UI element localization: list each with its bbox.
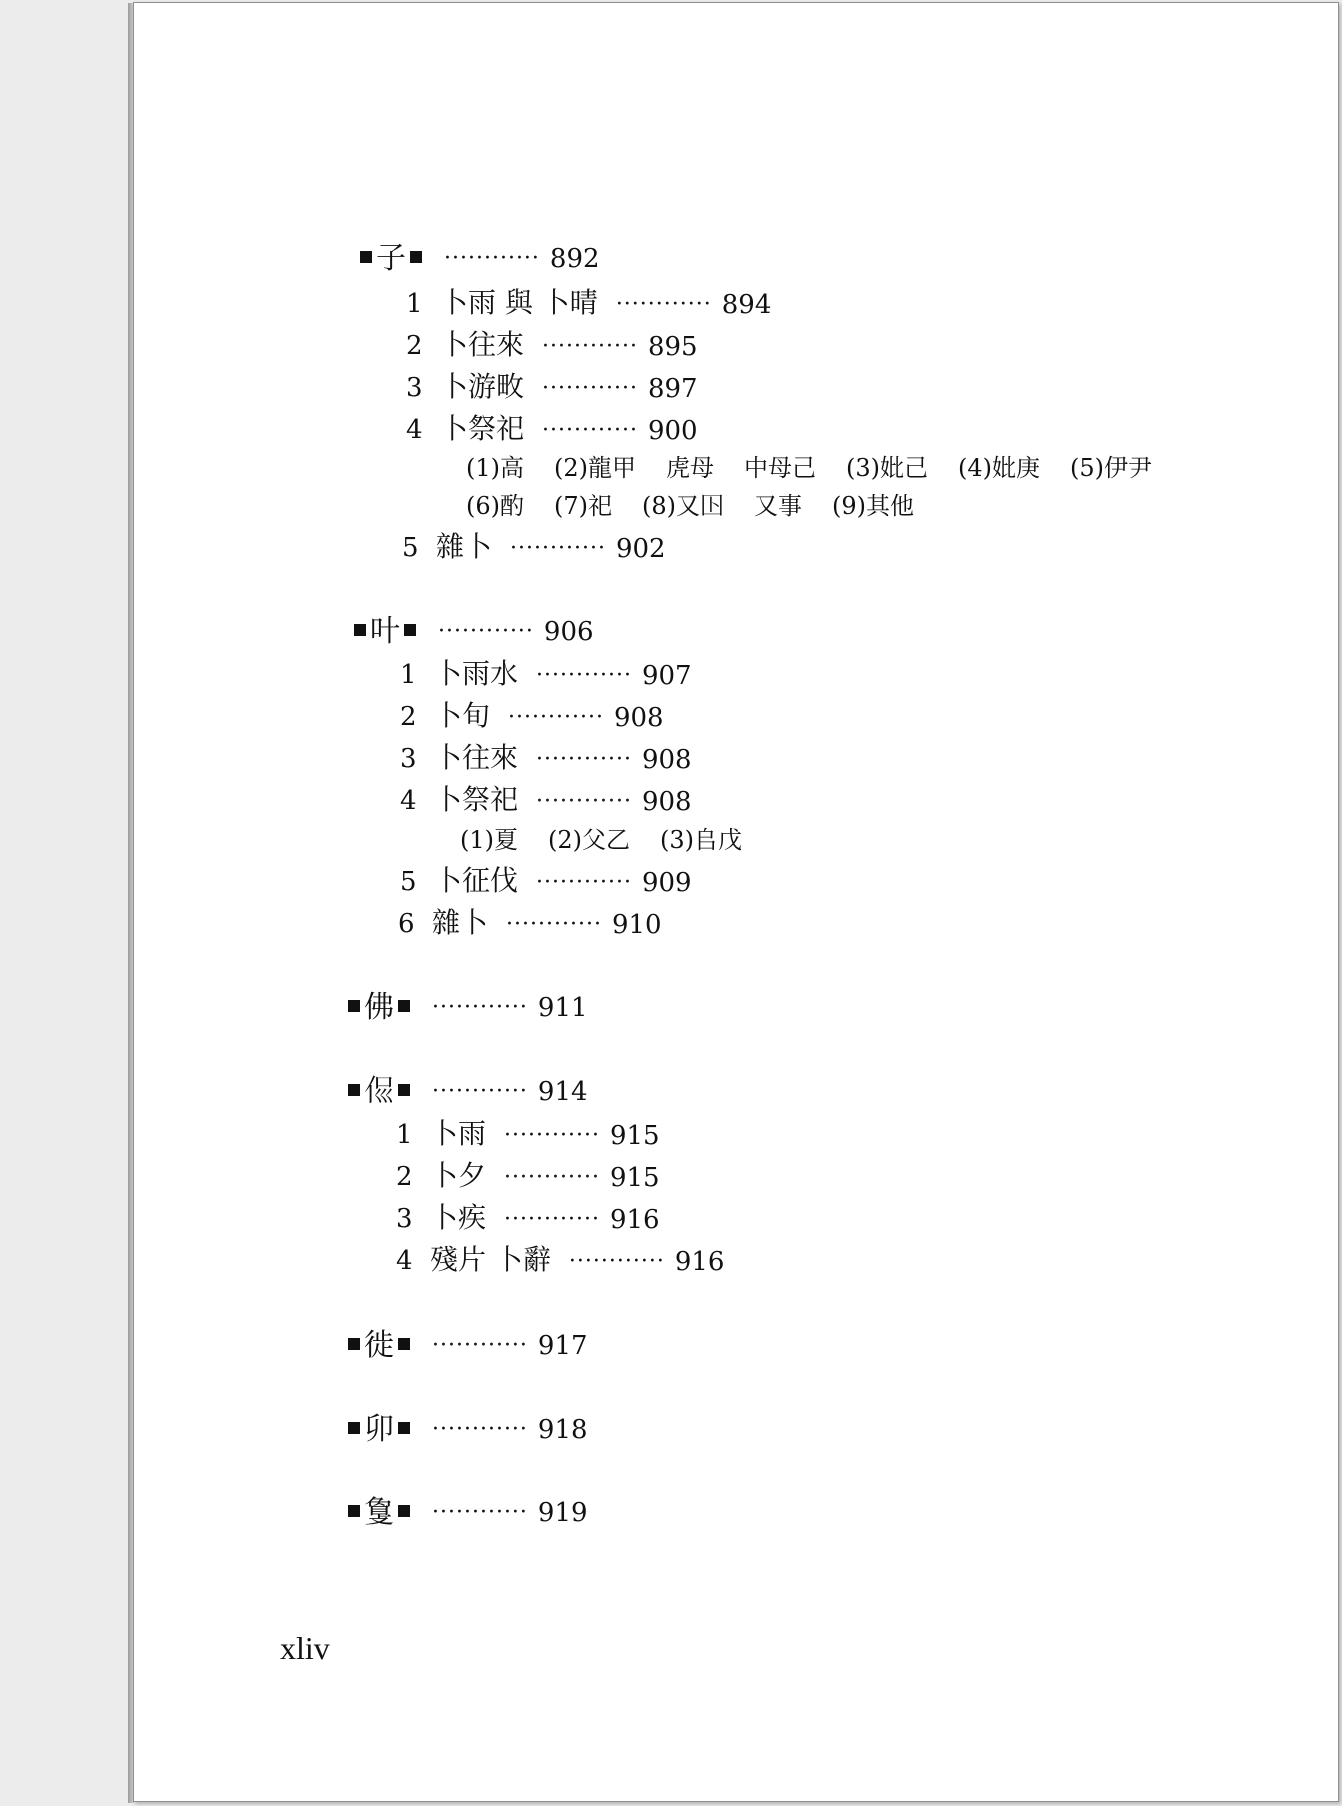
square-bullet-icon [348, 1422, 360, 1434]
list-item: 1 卜雨 ············ 915 [396, 1117, 660, 1151]
page-number: 909 [641, 867, 692, 898]
leader-dots: ············ [432, 1079, 528, 1104]
item-label: 卜旬 [434, 699, 491, 732]
subitems-line: (1)夏 (2)父乙 (3)𠂤戊 [460, 826, 742, 854]
page-number: 908 [613, 702, 664, 733]
item-label: 卜雨 與 卜晴 [440, 286, 598, 319]
square-bullet-icon [410, 251, 422, 263]
section-heading [344, 1072, 588, 1108]
page-number: 892 [549, 244, 600, 274]
page-number: 915 [609, 1162, 660, 1193]
page-number: 902 [615, 533, 666, 564]
section-heading [344, 988, 588, 1024]
list-item: 1 卜雨水 ············ 907 [400, 657, 692, 691]
page-number: 911 [537, 993, 588, 1023]
list-item: 3 卜往來 ············ 908 [400, 741, 692, 775]
list-item: 4 殘片 卜辭 ············ 916 [396, 1243, 725, 1277]
page-number: 895 [647, 331, 698, 362]
square-bullet-icon [404, 624, 416, 636]
item-label: 卜疾 [430, 1201, 487, 1234]
square-bullet-icon [348, 1338, 360, 1350]
item-label: 雜卜 [436, 530, 493, 563]
section-heading [344, 1326, 588, 1362]
item-label: 卜雨水 [434, 657, 519, 690]
page-number: 900 [647, 415, 698, 446]
list-item: 3 卜游畋 ············ 897 [406, 370, 698, 404]
list-item: 2 卜夕 ············ 915 [396, 1159, 660, 1193]
leader-dots: ············ [444, 246, 540, 271]
section-heading [350, 612, 594, 648]
page-number: 917 [537, 1331, 588, 1361]
page-number: 914 [537, 1077, 588, 1107]
section-char: 𠈉 [364, 1074, 394, 1109]
item-label: 卜往來 [440, 328, 525, 361]
square-bullet-icon [398, 1505, 410, 1517]
page-number: 906 [543, 617, 594, 647]
page-number: 907 [641, 660, 692, 691]
square-bullet-icon [348, 1000, 360, 1012]
list-item: 5 卜征伐 ············ 909 [400, 864, 692, 898]
square-bullet-icon [354, 624, 366, 636]
page-number: 916 [609, 1204, 660, 1235]
item-label: 卜往來 [434, 741, 519, 774]
subitems-line: (1)高 (2)龍甲 虎母 中母己 (3)妣己 (4)妣庚 (5)伊尹 [466, 454, 1152, 482]
page-number: 908 [641, 744, 692, 775]
square-bullet-icon [348, 1505, 360, 1517]
page-number: 897 [647, 373, 698, 404]
page-number: 918 [537, 1415, 588, 1445]
section-char: 徙 [364, 1328, 394, 1363]
square-bullet-icon [398, 1084, 410, 1096]
square-bullet-icon [348, 1084, 360, 1096]
document-page [133, 2, 1339, 1802]
page-number: 894 [721, 289, 772, 320]
item-label: 卜游畋 [440, 370, 525, 403]
leader-dots: ············ [432, 1417, 528, 1442]
item-label: 卜夕 [430, 1159, 487, 1192]
section-char: 卯 [364, 1412, 394, 1447]
item-label: 卜雨 [430, 1117, 487, 1150]
footer-page-number: xliv [280, 1630, 330, 1666]
list-item: 1 卜雨 與 卜晴 ············ 894 [406, 286, 772, 320]
leader-dots: ············ [432, 1500, 528, 1525]
list-item: 3 卜疾 ············ 916 [396, 1201, 660, 1235]
item-label: 卜祭祀 [434, 783, 519, 816]
list-item: 2 卜往來 ············ 895 [406, 328, 698, 362]
page-number: 910 [611, 909, 662, 940]
subitems-line: (6)酌 (7)祀 (8)又𡆥 又事 (9)其他 [466, 492, 914, 520]
item-label: 卜祭祀 [440, 412, 525, 445]
page-number: 919 [537, 1498, 588, 1528]
page-number: 908 [641, 786, 692, 817]
page-number: 915 [609, 1120, 660, 1151]
section-heading [344, 1493, 588, 1529]
section-heading [344, 1410, 588, 1446]
list-item: 4 卜祭祀 ············ 908 [400, 783, 692, 817]
item-label: 殘片 卜辭 [430, 1243, 551, 1276]
section-char: 佛 [364, 990, 394, 1025]
section-heading [356, 239, 600, 275]
section-char: 𢿌 [364, 1495, 394, 1530]
item-label: 卜征伐 [434, 864, 519, 897]
square-bullet-icon [360, 251, 372, 263]
square-bullet-icon [398, 1338, 410, 1350]
list-item: 4 卜祭祀 ············ 900 [406, 412, 698, 446]
section-char: 叶 [370, 614, 400, 649]
leader-dots: ············ [432, 995, 528, 1020]
page-number: 916 [674, 1246, 725, 1277]
list-item: 2 卜旬 ············ 908 [400, 699, 664, 733]
leader-dots: ············ [438, 619, 534, 644]
list-item: 6 雜卜 ············ 910 [398, 906, 662, 940]
list-item: 5 雜卜 ············ 902 [402, 530, 666, 564]
leader-dots: ············ [432, 1333, 528, 1358]
item-label: 雜卜 [432, 906, 489, 939]
square-bullet-icon [398, 1000, 410, 1012]
square-bullet-icon [398, 1422, 410, 1434]
section-char: 子 [376, 241, 406, 276]
